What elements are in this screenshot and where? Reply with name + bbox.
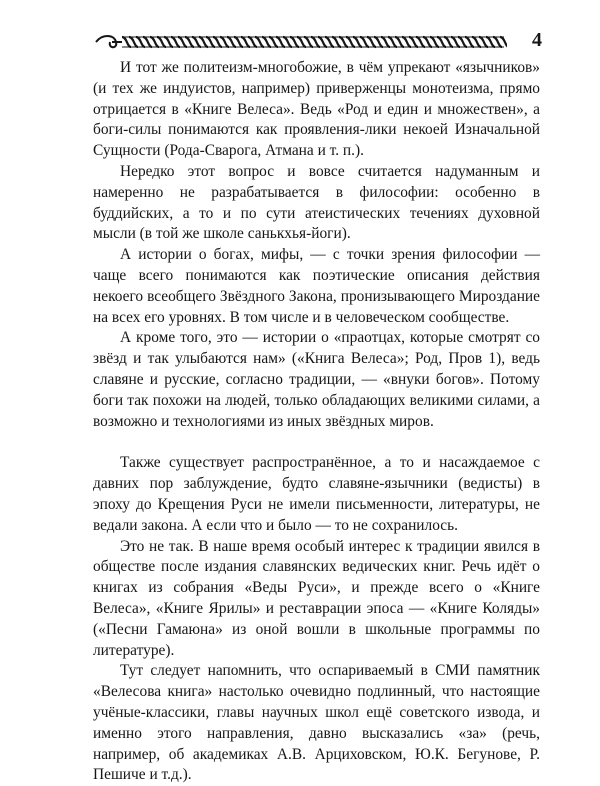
decorative-rope-border-icon (92, 32, 507, 52)
paragraph: Это не так. В наше время особый интерес к традиции явился в обществе после издания славянских ведических книг. Речь идёт о книгах из собрания «Веды Руси», и прежде всего о «Книге Велеса», «Книге Ярилы» и реставрации эпоса — «Книге Коляды» («Песни Гамаюна» из оной вошли в школьные программы по литературе). (93, 537, 540, 659)
paragraph: А кроме того, это — истории о «праотцах, которые смотрят со звёзд и так улыбаются нам» («Книга Велеса»; Род, Пров 1), ведь славяне и русские, согласно традиции, — «внуки богов». Потому боги так похожи на людей, только обладающих великими силами, а возможно и технологиями из иных звёздных миров. (93, 329, 540, 430)
paragraph: Также существует распространённое, а то и насаждаемое с давних пор заблуждение, будто славяне-язычники (ведисты) в эпоху до Крещения Руси не имели письменности, литературы, не ведали закона. А если что и было — то не сохранилось. (93, 454, 540, 534)
page-body (93, 58, 540, 786)
page-number: 4 (532, 29, 542, 51)
paragraph: И тот же политеизм-многобожие, в чём упрекают «язычников» (и тех же индуистов, например) приверженцы монотеизма, прямо отрицается в «Книге Велеса». Ведь «Род и един и множествен», а боги-силы понимаются как проявления-лики некоей Изначальной Сущности (Рода-Сварога, Атмана и т. п.). (93, 59, 540, 160)
paragraph: Тут следует напомнить, что оспариваемый в СМИ памятник «Велесова книга» настолько очевидно подлинный, что настоящие учёные-классики, главы научных школ ещё советского извода, и именно этого направления, давно высказались «за» (речь, например, об академиках А.В. Арциховском, Ю.К. Бегунове, Р. Пешиче и т.д.). (93, 662, 540, 784)
page-header (92, 26, 542, 56)
paragraph: А истории о богах, мифы, — с точки зрения философии — чаще всего понимаются как поэтические описания действия некоего всеобщего Звёздного Закона, пронизывающего Мироздание на всех его уровнях. В том числе и в человеческом сообществе. (93, 246, 540, 326)
paragraph: Нередко этот вопрос и вовсе считается надуманным и намеренно не разрабатывается в философии: особенно в буддийских, а то и по сути атеистических течениях духовной мысли (в той же школе санькхья-йоги). (93, 162, 540, 243)
